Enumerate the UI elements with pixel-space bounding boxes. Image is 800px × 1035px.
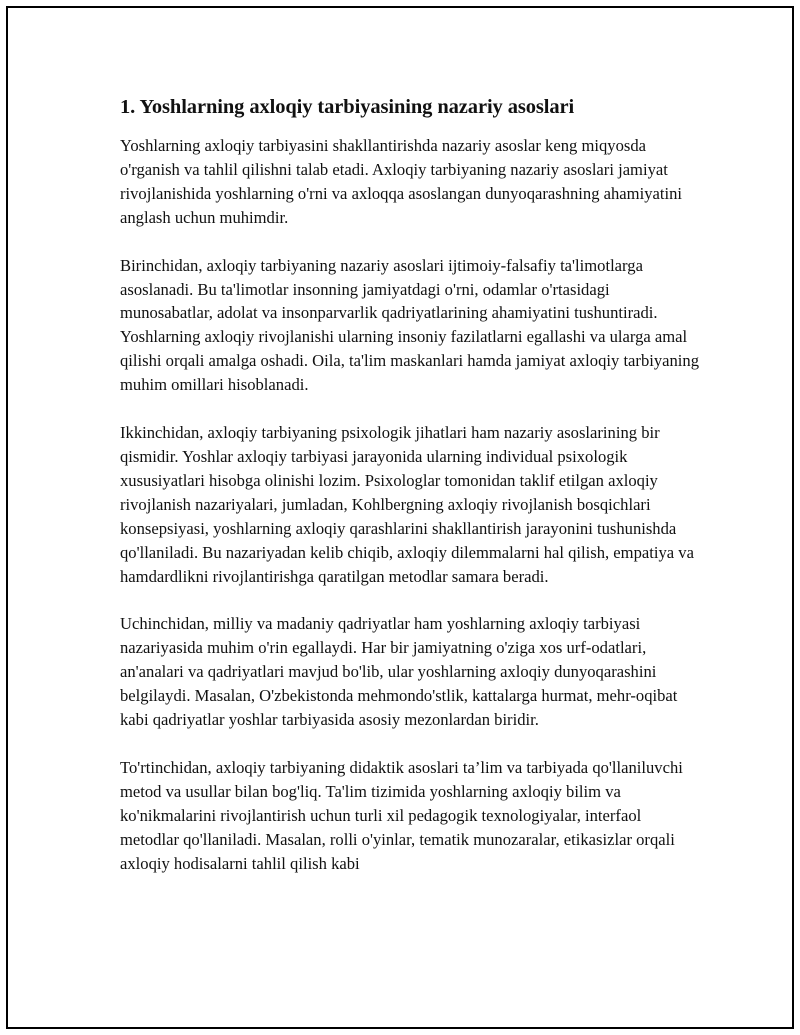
- paragraph-first: Birinchidan, axloqiy tarbiyaning nazariy asoslari ijtimoiy-falsafiy ta'limotlarga asoslanadi. Bu ta'limotlar insonning jamiyatdagi o'rni, odamlar o'rtasidagi munosabatlar, adolat va insonparvarlik qadriyatlarining ahamiyatini tushuntiradi. Yoshlarning axloqiy rivojlanishi ularning insoniy fazilatlarni egallashi va ularga amal qilishi orqali amalga oshadi. Oila, ta'lim maskanlari hamda jamiyat axloqiy tarbiyaning muhim omillari hisoblanadi.: [120, 255, 700, 395]
- page-border: [6, 6, 794, 1029]
- paragraph-intro: Yoshlarning axloqiy tarbiyasini shakllantirishda nazariy asoslar keng miqyosda o'rganish va tahlil qilishni talab etadi. Axloqiy tarbiyaning nazariy asoslari jamiyat rivojlanishida yoshlarning o'rni va axloqqa asoslangan dunyoqarashning ahamiyatini anglash uchun muhimdir.: [120, 136, 682, 227]
- paragraph-second: Ikkinchidan, axloqiy tarbiyaning psixologik jihatlari ham nazariy asoslarining bir qismidir. Yoshlar axloqiy tarbiyasi jarayonida ularning individual psixologik xususiyatlari hisobga olinishi lozim. Psixologlar tomonidan taklif etilgan axloqiy rivojlanish nazariyalari, jumladan, Kohlbergning axloqiy rivojlanish bosqichlari konsepsiyasi, yoshlarning axloqiy qarashlarini shakllantirish jarayonini tushunishda qo'llaniladi. Bu nazariyadan kelib chiqib, axloqiy dilemmalarni hal qilish, empatiya va hamdardlikni rivojlantirishga qaratilgan metodlar samara beradi.: [120, 423, 694, 586]
- document-body: [120, 94, 700, 899]
- paragraph-third: Uchinchidan, milliy va madaniy qadriyatlar ham yoshlarning axloqiy tarbiyasi nazariyasida muhim o'rin egallaydi. Har bir jamiyatning o'ziga xos urf-odatlari, an'analari va qadriyatlari mavjud bo'lib, ular yoshlarning axloqiy dunyoqarashini belgilaydi. Masalan, O'zbekistonda mehmondo'stlik, kattalarga hurmat, mehr-oqibat kabi qadriyatlar yoshlar tarbiyasida asosiy mezonlardan biridir.: [120, 614, 678, 730]
- paragraph-fourth: To'rtinchidan, axloqiy tarbiyaning didaktik asoslari ta’lim va tarbiyada qo'llaniluvchi metod va usullar bilan bog'liq. Ta'lim tizimida yoshlarning axloqiy bilim va ko'nikmalarini rivojlantirish uchun turli xil pedagogik texnologiyalar, interfaol metodlar qo'llaniladi. Masalan, rolli o'yinlar, tematik munozaralar, etikasizlar orqali axloqiy hodisalarni tahlil qilish kabi: [120, 757, 683, 873]
- section-heading: 1. Yoshlarning axloqiy tarbiyasining nazariy asoslari: [120, 96, 575, 118]
